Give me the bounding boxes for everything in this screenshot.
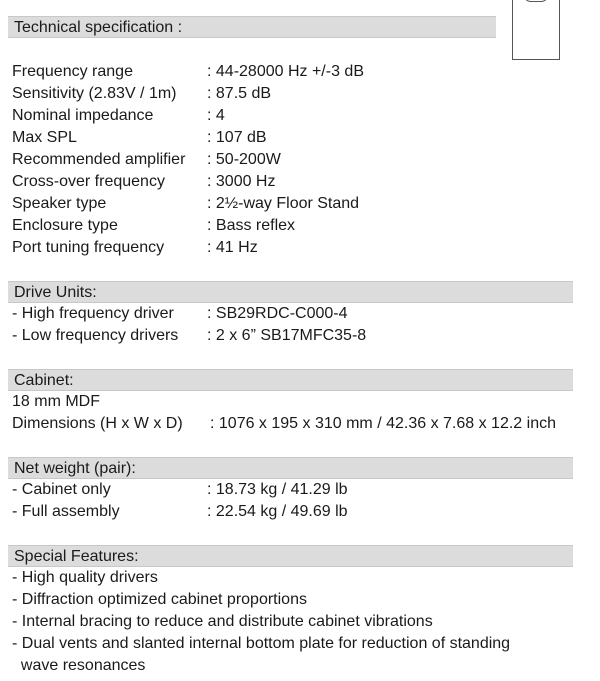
spec-row xyxy=(12,215,592,237)
spec-label: Sensitivity (2.83V / 1m) xyxy=(12,85,177,102)
spec-label: Cross-over frequency xyxy=(12,173,165,190)
spec-row xyxy=(12,325,592,347)
spec-value: : 22.54 kg / 49.69 lb xyxy=(207,503,348,520)
feature-item-continuation: wave resonances xyxy=(12,657,146,674)
spec-label: Dimensions (H x W x D) xyxy=(12,415,183,432)
feature-item: - High quality drivers xyxy=(12,569,158,586)
feature-item: - Dual vents and slanted internal bottom plate for reduction of standing xyxy=(12,635,511,652)
spec-row xyxy=(12,237,592,259)
spec-value: : 1076 x 195 x 310 mm / 42.36 x 7.68 x 12.2 inch xyxy=(210,415,556,432)
spec-value: : 107 dB xyxy=(207,129,267,146)
spec-row xyxy=(12,501,592,523)
spec-label: - Full assembly xyxy=(12,503,120,520)
section-title: Cabinet: xyxy=(14,372,74,389)
spec-row xyxy=(12,127,592,149)
speaker-top-detail xyxy=(523,0,549,2)
spec-value: : Bass reflex xyxy=(207,217,296,234)
section-title: Drive Units: xyxy=(14,284,97,301)
spec-row xyxy=(12,149,592,171)
section-header-cabinet xyxy=(8,369,573,391)
spec-label: Frequency range xyxy=(12,63,133,80)
spec-label: - Cabinet only xyxy=(12,481,111,498)
spec-label: Nominal impedance xyxy=(12,107,154,124)
spec-row xyxy=(12,61,592,83)
spec-row xyxy=(12,171,592,193)
speaker-cabinet-illustration xyxy=(512,0,560,60)
spec-label: Recommended amplifier xyxy=(12,151,186,168)
spec-value: : 44-28000 Hz +/-3 dB xyxy=(207,63,364,80)
spec-row xyxy=(12,303,592,325)
section-header-special-features xyxy=(8,545,573,567)
section-header-technical xyxy=(8,16,496,38)
spec-value: : SB29RDC-C000-4 xyxy=(207,305,348,322)
spec-label: Speaker type xyxy=(12,195,107,212)
spec-value: : 2 x 6” SB17MFC35-8 xyxy=(207,327,367,344)
section-title: Net weight (pair): xyxy=(14,460,136,477)
spec-label: Enclosure type xyxy=(12,217,118,234)
section-header-drive-units xyxy=(8,281,573,303)
spec-row xyxy=(12,193,592,215)
spec-value: : 18.73 kg / 41.29 lb xyxy=(207,481,348,498)
spec-value: : 4 xyxy=(207,107,225,124)
spec-value: : 50-200W xyxy=(207,151,281,168)
spec-value: : 41 Hz xyxy=(207,239,258,256)
section-header-net-weight xyxy=(8,457,573,479)
cabinet-material: 18 mm MDF xyxy=(12,393,100,410)
spec-value: : 87.5 dB xyxy=(207,85,272,102)
spec-label: - Low frequency drivers xyxy=(12,327,179,344)
spec-row xyxy=(12,413,592,435)
spec-row xyxy=(12,105,592,127)
spec-row xyxy=(12,479,592,501)
spec-label: Port tuning frequency xyxy=(12,239,165,256)
section-title: Special Features: xyxy=(14,548,139,565)
spec-value: : 2½-way Floor Stand xyxy=(207,195,360,212)
section-title: Technical specification : xyxy=(14,19,183,36)
spec-label: - High frequency driver xyxy=(12,305,174,322)
spec-label: Max SPL xyxy=(12,129,77,146)
feature-item: - Diffraction optimized cabinet proportions xyxy=(12,591,307,608)
spec-row xyxy=(12,83,592,105)
spec-value: : 3000 Hz xyxy=(207,173,276,190)
feature-item: - Internal bracing to reduce and distribute cabinet vibrations xyxy=(12,613,433,630)
